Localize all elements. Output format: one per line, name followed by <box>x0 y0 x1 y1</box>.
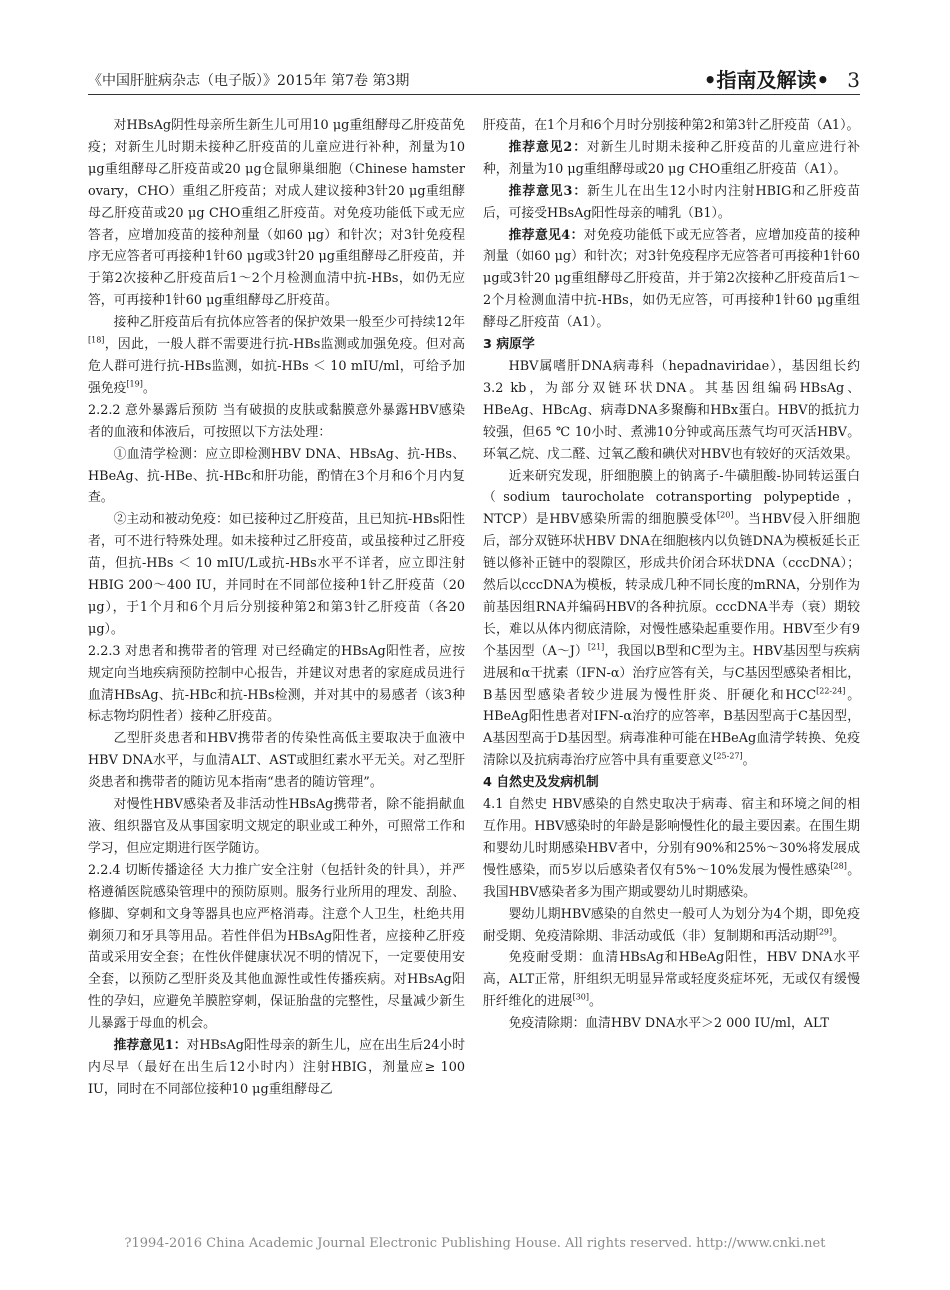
recommendation-label: 推荐意见2： <box>508 139 587 155</box>
paragraph-text: 。我国HBV感染者多为围产期或婴幼儿时期感染。 <box>483 862 861 900</box>
paragraph <box>483 904 860 948</box>
paragraph-text: ①血清学检测：应立即检测HBV DNA、HBsAg、抗-HBs、HBeAg、抗-HBe、抗-HBc和肝功能，酌情在3个月和6个月内复查。 <box>88 446 465 506</box>
page-number: 3 <box>847 68 860 92</box>
paragraph-text: 。 <box>832 928 845 944</box>
recommendation-label: 推荐意见1： <box>113 1038 187 1054</box>
paragraph-text: 免疫耐受期：血清HBsAg和HBeAg阳性，HBV DNA水平高，ALT正常，肝组织无明显异常或轻度炎症坏死，无或仅有缓慢肝纤维化的进展 <box>483 950 860 1010</box>
citation-ref: [21] <box>587 642 605 652</box>
citation-ref: [29] <box>815 927 833 937</box>
paragraph <box>483 947 860 1013</box>
paragraph <box>88 1035 465 1101</box>
paragraph <box>88 115 465 312</box>
citation-ref: [22-24] <box>816 686 846 696</box>
paragraph-text: 对HBsAg阴性母亲所生新生儿可用10 μg重组酵母乙肝疫苗免疫；对新生儿时期未接种乙肝疫苗的儿童应进行补种，剂量为10 μg重组酵母乙肝疫苗或20 μg仓鼠卵巢细胞（Chinese hamster ovary，CHO）重组乙肝疫苗；对成人建议接种3针20 μg重组酵母乙肝疫苗或20 μg CHO重组乙肝疫苗。对免疫功能低下或无应答者，应增加疫苗的接种剂量（如60 μg）和针次；对3针免疫程序无应答者可再接种1针60 μg或3针20 μg重组酵母乙肝疫苗，并于第2次接种乙肝疫苗后1～2个月检测血清中抗-HBs，如仍无应答，可再接种1针60 μg重组酵母乙肝疫苗。 <box>88 118 465 309</box>
paragraph <box>88 400 465 444</box>
paragraph <box>483 225 860 335</box>
section-heading: 4 自然史及发病机制 <box>483 775 599 791</box>
paragraph-text: 对免疫功能低下或无应答者，应增加疫苗的接种剂量（如60 μg）和针次；对3针免疫程序无应答者可再接种1针60 μg或3针20 μg重组酵母乙肝疫苗，并于第2次接种乙肝疫苗后1～2个月检测血清中抗-HBs，如仍无应答，可再接种1针60 μg重组酵母乙肝疫苗（A1）。 <box>483 227 861 331</box>
paragraph <box>483 181 860 225</box>
paragraph-text: HBV属嗜肝DNA病毒科（hepadnaviridae），基因组长约3.2 kb，为部分双链环状DNA。其基因组编码HBsAg、HBeAg、HBcAg、病毒DNA多聚酶和HBx蛋白。HBV的抵抗力较强，但65 ℃ 10小时、煮沸10分钟或高压蒸气均可灭活HBV。环氧乙烷、戊二醛、过氧乙酸和碘伏对HBV也有较好的灭活效果。 <box>483 358 860 462</box>
paragraph-text: 4.1 自然史 HBV感染的自然史取决于病毒、宿主和环境之间的相互作用。HBV感染时的年龄是影响慢性化的最主要因素。在围生期和婴幼儿时期感染HBV者中，分别有90%和25%～30%将发展成慢性感染，而5岁以后感染者仅有5%～10%发展为慢性感染 <box>483 797 860 878</box>
paragraph <box>88 860 465 1035</box>
citation-ref: [30] <box>572 992 589 1002</box>
paragraph-text: 婴幼儿期HBV感染的自然史一般可人为划分为4个期，即免疫耐受期、免疫清除期、非活动或低（非）复制期和再活动期 <box>483 906 860 944</box>
paragraph-text: 2.2.3 对患者和携带者的管理 对已经确定的HBsAg阳性者，应按规定向当地疾病预防控制中心报告，并建议对患者的家庭成员进行血清HBsAg、抗-HBc和抗-HBs检测，并对其中的易感者（该3种标志物均阴性者）接种乙肝疫苗。 <box>88 643 465 725</box>
paragraph-text: 。 <box>589 994 602 1010</box>
paragraph-text: 近来研究发现，肝细胞膜上的钠离子-牛磺胆酸-协同转运蛋白（sodium taurocholate cotransporting polypeptide，NTCP）是HBV感染所需的细胞膜受体 <box>483 468 860 528</box>
paragraph <box>483 1013 860 1035</box>
paragraph <box>483 794 860 904</box>
citation-ref: [25-27] <box>713 752 743 762</box>
paragraph <box>483 115 860 137</box>
paragraph-text: 对HBsAg阳性母亲的新生儿，应在出生后24小时内尽早（最好在出生后12小时内）注射HBIG，剂量应≥ 100 IU，同时在不同部位接种10 μg重组酵母乙 <box>88 1038 465 1097</box>
citation-ref: [19] <box>126 379 143 389</box>
section-label: •指南及解读• <box>703 68 830 92</box>
journal-citation: 《中国肝脏病杂志（电子版）》2015年 第7卷 第3期 <box>88 73 410 89</box>
paragraph-text: ，因此，一般人群不需要进行抗-HBs监测或加强免疫。但对高危人群可进行抗-HBs监测，如抗-HBs ＜ 10 mIU/ml，可给予加强免疫 <box>88 337 465 396</box>
paragraph-text: 对新生儿时期未接种乙肝疫苗的儿童应进行补种，剂量为10 μg重组酵母或20 μg CHO重组乙肝疫苗（A1）。 <box>483 139 861 177</box>
paragraph-text: 2.2.4 切断传播途径 大力推广安全注射（包括针灸的针具），并严格遵循医院感染管理中的预防原则。服务行业所用的理发、刮脸、修脚、穿刺和文身等器具也应严格消毒。注意个人卫生，杜绝共用剃须刀和牙具等用品。若性伴侣为HBsAg阳性者，应接种乙肝疫苗或采用安全套；在性伙伴健康状况不明的情况下，一定要使用安全套，以预防乙型肝炎及其他血源性或性传播疾病。对HBsAg阳性的孕妇，应避免羊膜腔穿刺，保证胎盘的完整性，尽量减少新生儿暴露于母血的机会。 <box>88 862 465 1032</box>
paragraph-text: ②主动和被动免疫：如已接种过乙肝疫苗，且已知抗-HBs阳性者，可不进行特殊处理。如未接种过乙肝疫苗，或虽接种过乙肝疫苗，但抗-HBs ＜ 10 mIU/L或抗-HBs水平不详者，应立即注射HBIG 200～400 IU，并同时在不同部位接种1针乙肝疫苗（20 μg），于1个月和6个月后分别接种第2和第3针乙肝疫苗（各20 μg）。 <box>88 512 465 637</box>
citation-ref: [18] <box>88 335 105 345</box>
paragraph <box>483 137 860 181</box>
paragraph <box>88 728 465 794</box>
section-title <box>704 64 860 93</box>
paragraph-text: 乙型肝炎患者和HBV携带者的传染性高低主要取决于血液中HBV DNA水平，与血清ALT、AST或胆红素水平无关。对乙型肝炎患者和携带者的随访见本指南“患者的随访管理”。 <box>88 731 465 791</box>
recommendation-label: 推荐意见4： <box>508 227 584 243</box>
paragraph-text: ，我国以B型和C型为主。HBV基因型与疾病进展和α干扰素（IFN-α）治疗应答有关，与C基因型感染者相比，B基因型感染者较少进展为慢性肝炎、肝硬化和HCC <box>483 643 860 703</box>
paragraph-text: 。 <box>142 380 156 396</box>
paragraph <box>483 356 860 466</box>
citation-ref: [28] <box>830 861 847 871</box>
section-heading: 3 病原学 <box>483 337 535 353</box>
right-column <box>483 115 860 1035</box>
citation-ref: [20] <box>717 511 734 521</box>
paragraph-text: 。当HBV侵入肝细胞后，部分双链环状HBV DNA在细胞核内以负链DNA为模板延长正链以修补正链中的裂隙区，形成共价闭合环状DNA（cccDNA）；然后以cccDNA为模板，转录成几种不同长度的mRNA，分别作为前基因组RNA并编码HBV的各种抗原。cccDNA半寿（衰）期较长，难以从体内彻底清除，对慢性感染起重要作用。HBV至少有9个基因型（A～J） <box>483 512 860 659</box>
paragraph <box>88 509 465 640</box>
header-rule <box>88 94 860 95</box>
paragraph <box>88 794 465 860</box>
left-column <box>88 115 465 1101</box>
recommendation-label: 推荐意见3： <box>508 183 588 199</box>
paragraph-text: 接种乙肝疫苗后有抗体应答者的保护效果一般至少可持续12年 <box>113 315 465 331</box>
copyright-footer: ?1994-2016 China Academic Journal Electronic Publishing House. All rights reserved. http://www.cnki.net <box>124 1236 826 1251</box>
paragraph <box>88 444 465 510</box>
paragraph <box>88 312 465 400</box>
paragraph-text: 2.2.2 意外暴露后预防 当有破损的皮肤或黏膜意外暴露HBV感染者的血液和体液后，可按照以下方法处理： <box>88 402 465 440</box>
paragraph-text: 免疫清除期：血清HBV DNA水平＞2 000 IU/ml，ALT <box>508 1016 830 1032</box>
paragraph <box>483 466 860 773</box>
paragraph-text: 对慢性HBV感染者及非活动性HBsAg携带者，除不能捐献血液、组织器官及从事国家明文规定的职业或工种外，可照常工作和学习，但应定期进行医学随访。 <box>88 797 465 856</box>
paragraph-text: 肝疫苗，在1个月和6个月时分别接种第2和第3针乙肝疫苗（A1）。 <box>483 118 860 133</box>
running-header <box>88 64 860 92</box>
paragraph-text: 。 <box>742 753 756 769</box>
paragraph-text: 新生儿在出生12小时内注射HBIG和乙肝疫苗后，可接受HBsAg阳性母亲的哺乳（B1）。 <box>483 183 861 221</box>
paragraph <box>88 641 465 729</box>
paragraph-text: 。HBeAg阳性患者对IFN-α治疗的应答率，B基因型高于C基因型，A基因型高于D基因型。病毒准种可能在HBeAg血清学转换、免疫清除以及抗病毒治疗应答中具有重要意义 <box>483 687 860 769</box>
